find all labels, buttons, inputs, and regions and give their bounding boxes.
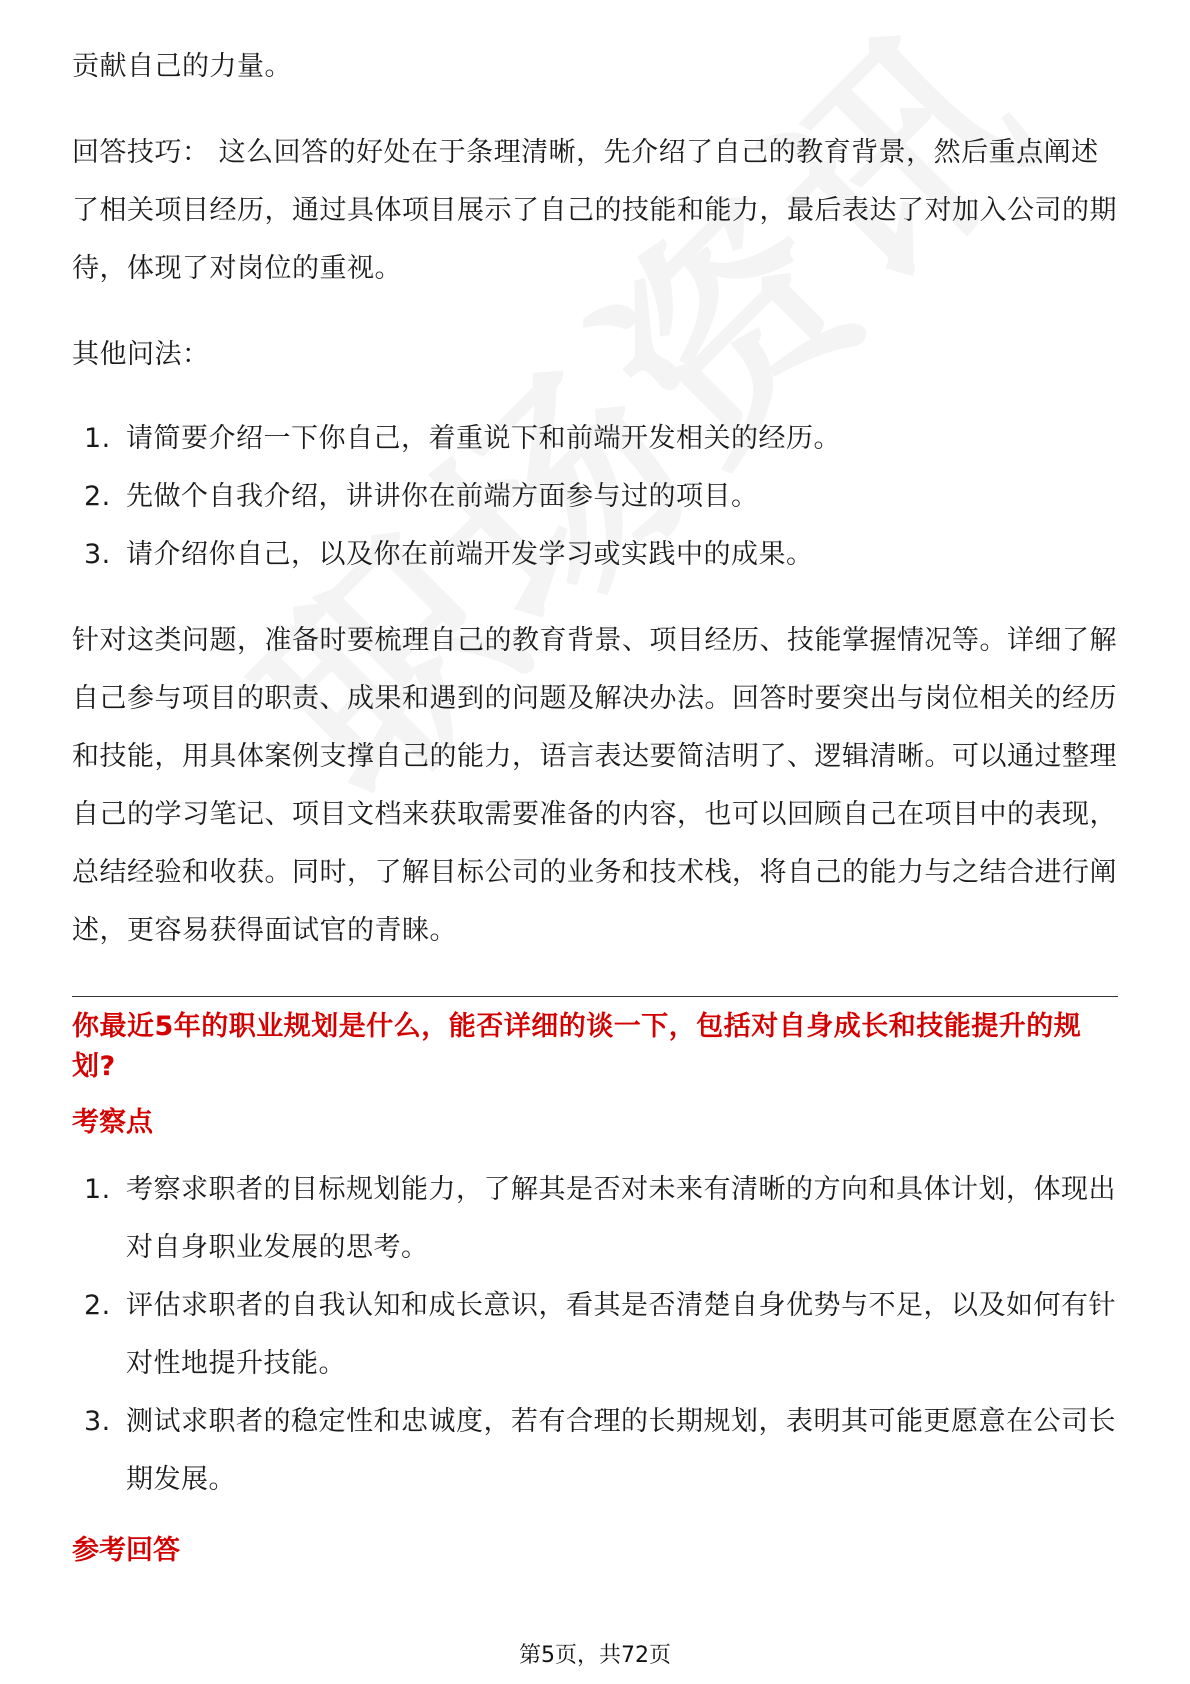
list-item	[72, 526, 1118, 584]
page-footer: 第5页，共72页	[519, 1643, 671, 1668]
list-text: 先做个自我介绍，讲讲你在前端方面参与过的项目。	[126, 481, 759, 512]
list-number: 2.	[84, 481, 111, 512]
list-number: 1.	[84, 1174, 111, 1205]
list-item	[72, 410, 1118, 468]
list-item	[72, 468, 1118, 526]
list-text: 考察求职者的目标规划能力，了解其是否对未来有清晰的方向和具体计划，体现出对自身职业发展的思考。	[126, 1174, 1116, 1263]
list-number: 3.	[84, 539, 111, 570]
list-item	[72, 1393, 1118, 1509]
interview-question: 你最近5年的职业规划是什么，能否详细的谈一下，包括对自身成长和技能提升的规划?	[72, 1011, 1082, 1082]
reference-answer-title: 参考回答	[72, 1535, 180, 1566]
list-text: 请简要介绍一下你自己，着重说下和前端开发相关的经历。	[126, 423, 841, 454]
list-text: 评估求职者的自我认知和成长意识，看其是否清楚自身优势与不足，以及如何有针对性地提升技能。	[126, 1290, 1116, 1379]
document-page	[72, 38, 1118, 1571]
advice-paragraph: 针对这类问题，准备时要梳理自己的教育背景、项目经历、技能掌握情况等。详细了解自己参与项目的职责、成果和遇到的问题及解决办法。回答时要突出与岗位相关的经历和技能，用具体案例支撑自己的能力，语言表达要简洁明了、逻辑清晰。可以通过整理自己的学习笔记、项目文档来获取需要准备的内容，也可以回顾自己在项目中的表现，总结经验和收获。同时，了解目标公司的业务和技术栈，将自己的能力与之结合进行阐述，更容易获得面试官的青睐。	[72, 625, 1117, 946]
list-number: 2.	[84, 1290, 111, 1321]
other-questions-label: 其他问法：	[72, 339, 210, 370]
list-item	[72, 1161, 1118, 1277]
list-number: 1.	[84, 423, 111, 454]
answer-tip-paragraph: 回答技巧： 这么回答的好处在于条理清晰，先介绍了自己的教育背景，然后重点阐述了相关项目经历，通过具体项目展示了自己的技能和能力，最后表达了对加入公司的期待，体现了对岗位的重视。	[72, 137, 1117, 284]
section-divider	[72, 996, 1118, 997]
list-text: 请介绍你自己，以及你在前端开发学习或实践中的成果。	[126, 539, 814, 570]
kaochadian-title: 考察点	[72, 1107, 153, 1138]
list-number: 3.	[84, 1406, 111, 1437]
kaochadian-list	[72, 1161, 1118, 1509]
list-item	[72, 1277, 1118, 1393]
intro-tail-paragraph: 贡献自己的力量。	[72, 51, 292, 82]
other-questions-list	[72, 410, 1118, 584]
list-text: 测试求职者的稳定性和忠诚度，若有合理的长期规划，表明其可能更愿意在公司长期发展。	[126, 1406, 1116, 1495]
